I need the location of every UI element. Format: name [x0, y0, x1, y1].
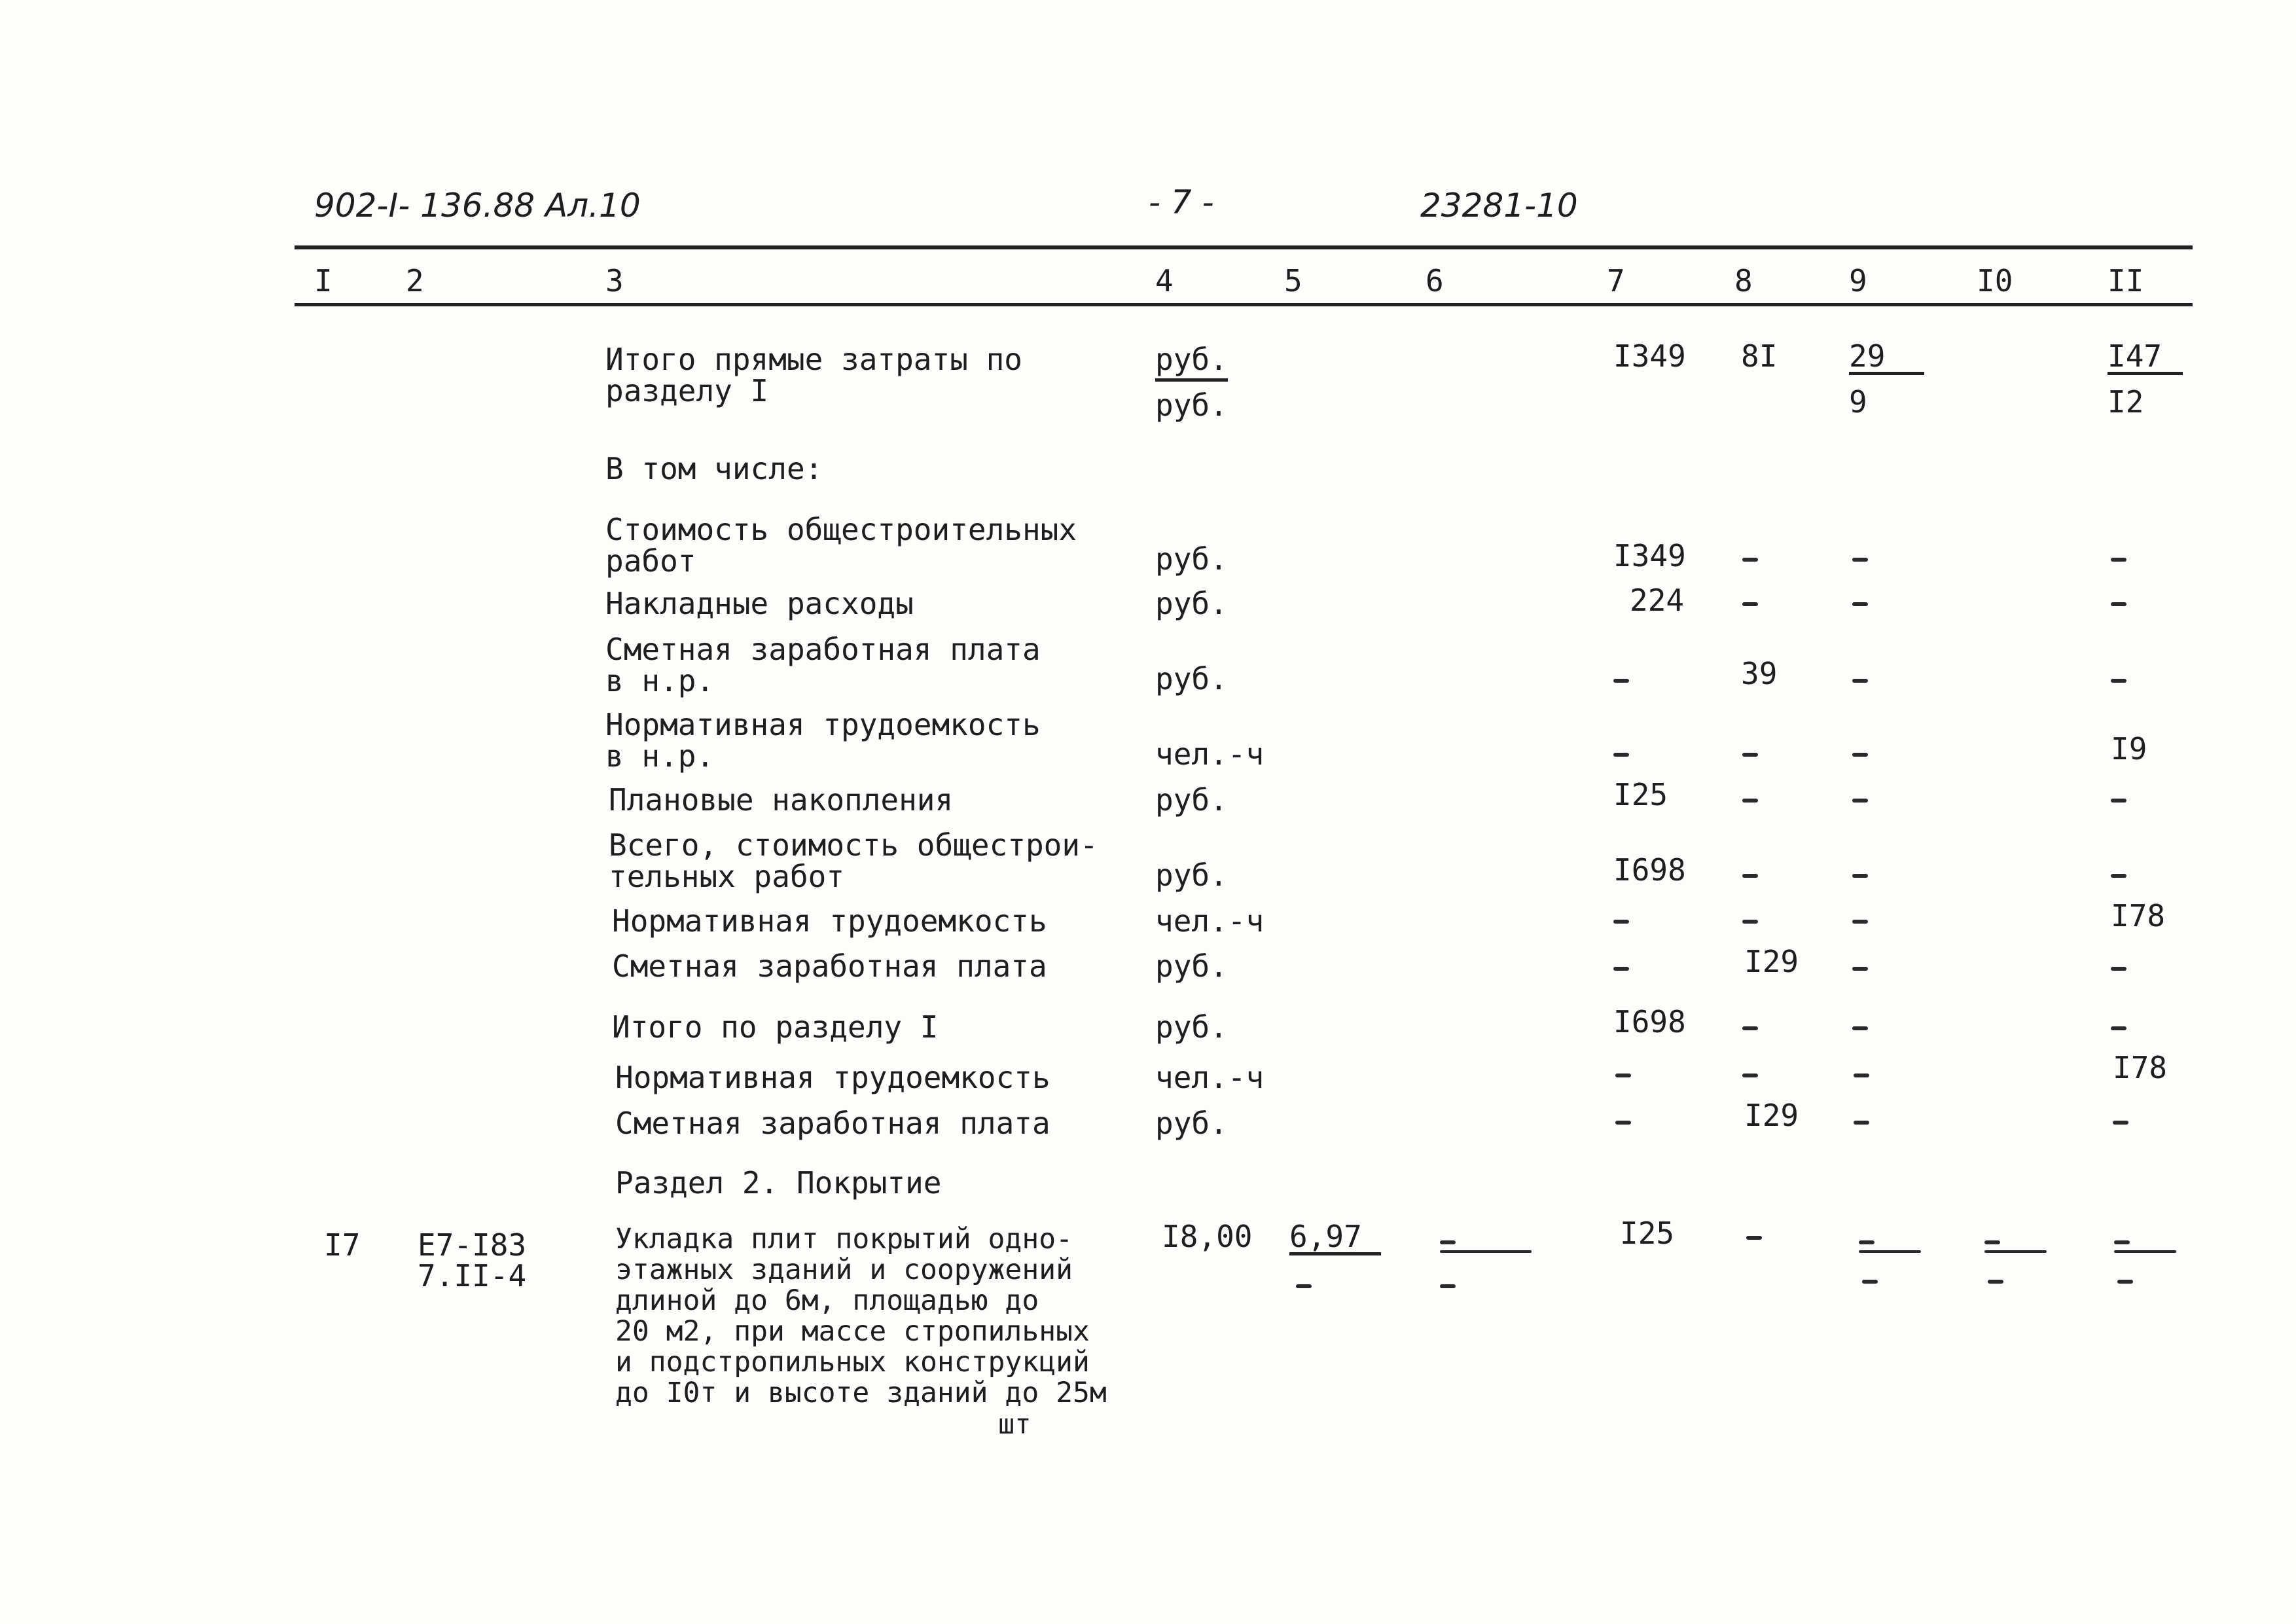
cell-col11: I9 [2111, 731, 2147, 767]
column-header: 5 [1284, 263, 1302, 298]
dash-mark [1852, 558, 1868, 562]
dash-mark [1613, 967, 1629, 971]
dash-mark [2111, 602, 2126, 606]
dash-mark [2111, 967, 2126, 971]
top-rule [295, 245, 2193, 249]
row-description: Укладка плит покрытий одно- этажных зданий и сооружений длиной до 6м, площадью до 20 м2, при массе стропильных и подстропильных конструкций до I0т и высоте зданий до 25м [615, 1223, 1107, 1409]
column-header: 2 [406, 263, 424, 298]
row-description: Итого по разделу I [612, 1009, 939, 1045]
dash-mark [2117, 1280, 2133, 1284]
dash-mark [1440, 1240, 1456, 1244]
dash-mark [2111, 799, 2126, 803]
unit-cell: руб. [1155, 857, 1228, 893]
dash-mark [1862, 1280, 1878, 1284]
dash-mark [1852, 874, 1868, 878]
dash-mark [2111, 679, 2126, 683]
dash-mark [1440, 1284, 1456, 1288]
dash-mark [1742, 558, 1758, 562]
cell-col8: I29 [1744, 944, 1799, 979]
dash-mark [1742, 799, 1758, 803]
cell-col7: I698 [1613, 1004, 1686, 1039]
column-header-rule [295, 303, 2193, 306]
row-description: Нормативная трудоемкость [612, 903, 1047, 939]
cell-col7: 224 [1630, 583, 1685, 618]
dash-mark [2111, 874, 2126, 878]
dash-mark [1852, 1026, 1868, 1030]
inventory-number: 23281-10 [1420, 187, 1578, 225]
fraction-rule [1859, 1250, 1921, 1253]
dash-mark [1613, 920, 1629, 924]
row-description: Стоимость общестроительных работ [605, 512, 1077, 579]
norm-code-secondary: 7.II-4 [418, 1258, 527, 1293]
unit-cell: руб. [1155, 782, 1228, 818]
dash-mark [1852, 602, 1868, 606]
dash-mark [1852, 799, 1868, 803]
column-header: 4 [1155, 263, 1174, 298]
column-header: 3 [605, 263, 624, 298]
unit-cell: руб. [1155, 1009, 1228, 1045]
dash-mark [1852, 967, 1868, 971]
row-description: Нормативная трудоемкость [615, 1060, 1050, 1095]
cell-col7: I349 [1613, 338, 1686, 374]
fraction-rule [1440, 1250, 1532, 1253]
column-header: II [2108, 263, 2144, 298]
item-number: I7 [324, 1227, 361, 1263]
dash-mark [1742, 920, 1758, 924]
dash-mark [1852, 920, 1868, 924]
cell-col7: I349 [1613, 538, 1686, 573]
dash-mark [2113, 1121, 2128, 1125]
dash-mark [1296, 1284, 1312, 1288]
section-heading: Раздел 2. Покрытие [615, 1165, 942, 1200]
cell-col11: I78 [2111, 898, 2166, 933]
row-description: Итого прямые затраты по разделу I [605, 342, 1022, 408]
column-header: I0 [1977, 263, 2013, 298]
unit-cell: руб. [1155, 948, 1228, 984]
fraction-rule [1984, 1250, 2047, 1253]
row-description: Сметная заработная плата в н.р. [605, 632, 1041, 698]
unit-cell: руб. [1155, 541, 1228, 577]
subheading: В том числе: [605, 451, 823, 486]
dash-mark [1742, 1074, 1758, 1077]
dash-mark [1984, 1240, 2000, 1244]
row-description: Накладные расходы [605, 586, 914, 621]
unit-cell: руб. [1155, 1106, 1228, 1141]
dash-mark [1852, 679, 1868, 683]
cell-col11-numerator: I47 [2108, 340, 2183, 375]
dash-mark [1615, 1074, 1631, 1077]
column-header: 9 [1849, 263, 1867, 298]
dash-mark [1742, 1026, 1758, 1030]
cell-col9-denominator: 9 [1849, 384, 1867, 420]
dash-mark [1613, 679, 1629, 683]
dash-mark [1746, 1236, 1762, 1240]
dash-mark [1854, 1074, 1869, 1077]
column-header: I [314, 263, 332, 298]
unit-cell: чел.-ч [1155, 1060, 1265, 1095]
dash-mark [1742, 753, 1758, 757]
cell-col9-numerator: 29 [1849, 340, 1924, 375]
column-header: 8 [1734, 263, 1753, 298]
dash-mark [2111, 558, 2126, 562]
dash-mark [2111, 1026, 2126, 1030]
cell-col8: 39 [1741, 656, 1778, 691]
cell-col7: I25 [1613, 777, 1668, 812]
column-header: 7 [1607, 263, 1625, 298]
page-number: - 7 - [1149, 183, 1214, 221]
cell-col11: I78 [2113, 1050, 2168, 1085]
document-code: 902-I- 136.88 Ал.10 [314, 187, 641, 225]
cell-col7: I698 [1613, 852, 1686, 888]
dash-mark [1742, 874, 1758, 878]
dash-mark [1854, 1121, 1869, 1125]
unit-cell: руб. [1155, 342, 1228, 382]
dash-mark [1859, 1240, 1874, 1244]
unit-cell: руб. [1155, 661, 1228, 696]
row-description: Плановые накопления [609, 782, 954, 818]
unit-cell: руб. [1155, 586, 1228, 621]
cell-col4: I8,00 [1162, 1219, 1253, 1254]
dash-mark [1852, 753, 1868, 757]
norm-code: Е7-I83 [418, 1227, 527, 1263]
dash-mark [1615, 1121, 1631, 1125]
cell-col8: I29 [1744, 1098, 1799, 1133]
cell-col11-denominator: I2 [2108, 384, 2144, 420]
fraction-rule [2114, 1250, 2176, 1253]
unit-cell: чел.-ч [1155, 736, 1265, 772]
dash-mark [1742, 602, 1758, 606]
row-description: Нормативная трудоемкость в н.р. [605, 707, 1041, 774]
dash-mark [1613, 753, 1629, 757]
cell-col5: 6,97 [1289, 1221, 1381, 1255]
column-header: 6 [1426, 263, 1444, 298]
row-description: Всего, стоимость общестрои- тельных работ [609, 827, 1098, 894]
unit-cell: чел.-ч [1155, 903, 1265, 939]
row-description: Сметная заработная плата [612, 948, 1047, 984]
unit-cell: шт [998, 1408, 1031, 1440]
dash-mark [2114, 1240, 2130, 1244]
dash-mark [1988, 1280, 2003, 1284]
cell-col7: I25 [1620, 1216, 1675, 1251]
row-description: Сметная заработная плата [615, 1106, 1050, 1141]
unit-cell: руб. [1155, 388, 1228, 423]
cell-col8: 8I [1741, 338, 1778, 374]
